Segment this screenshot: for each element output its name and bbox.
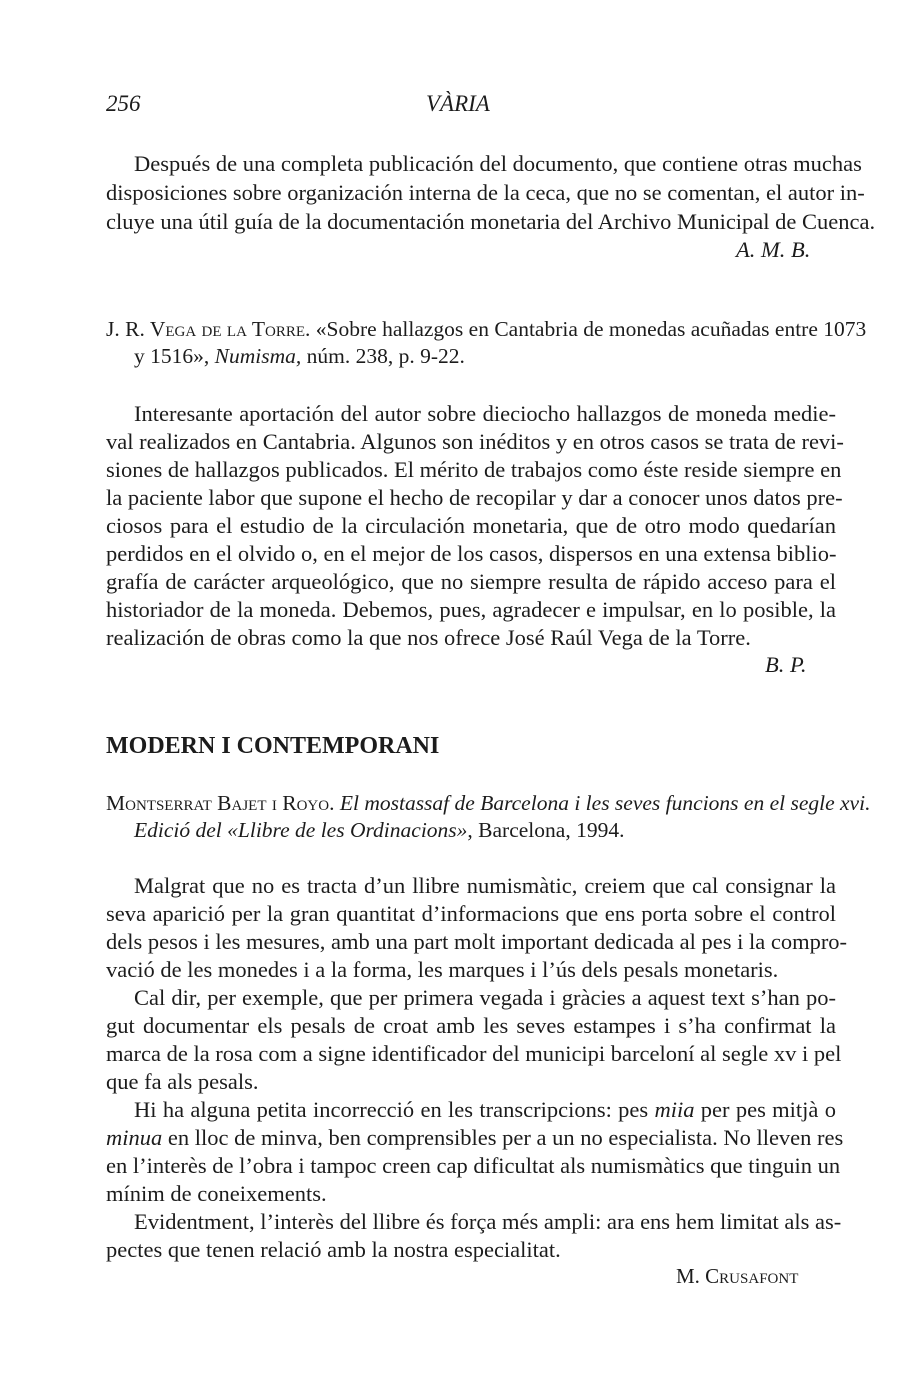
paragraph-line: siones de hallazgos publicados. El mérito de trabajos como éste reside siempre en [106, 457, 842, 482]
reference-title-end: Edició del «Llibre de les Ordinacions» [134, 818, 468, 842]
reference-journal: Numisma, [214, 344, 302, 368]
paragraph-line: que fa als pesals. [106, 1069, 259, 1094]
paragraph-line: vació de les monedes i a la forma, les marques i l’ús dels pesals monetaris. [106, 957, 779, 982]
paragraph-line: en l’interès de l’obra i tampoc creen cap dificultat als numismàtics que tinguin un [106, 1153, 841, 1178]
reference-details: núm. 238, p. 9-22. [301, 344, 465, 368]
page-number: 256 [106, 91, 141, 116]
reference-title: El mostassaf de Barcelona i les seves funcions en el segle xvi. [334, 791, 871, 815]
paragraph-line: grafía de carácter arqueológico, que no siempre resulta de rápido acceso para el [106, 569, 836, 594]
section-heading: MODERN I CONTEMPORANI [106, 733, 440, 759]
text-run: en lloc de minva, ben comprensibles per a un no especialista. No lleven res [162, 1125, 844, 1150]
paragraph-line [134, 1096, 836, 1124]
paragraph-line: mínim de coneixements. [106, 1181, 327, 1206]
paragraph-line: Cal dir, per exemple, que per primera vegada i gràcies a aquest text s’han po- [134, 985, 836, 1010]
reviewer-signature: M. Crusafont [676, 1264, 799, 1288]
paragraph-line: pectes que tenen relació amb la nostra especialitat. [106, 1237, 561, 1262]
paragraph-line: la paciente labor que supone el hecho de recopilar y dar a conocer unos datos pre- [106, 485, 843, 510]
text-run-italic: minua [106, 1125, 163, 1150]
text-run: per pes mitjà o [694, 1097, 836, 1122]
text-run: Hi ha alguna petita incorrecció en les transcripcions: pes [134, 1097, 655, 1122]
paragraph-line: historiador de la moneda. Debemos, pues, agradecer e impulsar, en lo posible, la [106, 597, 836, 622]
reference-author: J. R. Vega de la Torre. [106, 317, 311, 341]
paragraph-line: perdidos en el olvido o, en el mejor de los casos, dispersos en una extensa biblio- [106, 541, 837, 566]
running-title: VÀRIA [426, 91, 490, 116]
paragraph-line: seva aparició per la gran quantitat d’informacions que ens porta sobre el control [106, 901, 836, 926]
bibliographic-reference-cont [134, 342, 864, 370]
paragraph-line: disposiciones sobre organización interna de la ceca, que no se comentan, el autor in- [106, 180, 865, 205]
bibliographic-reference-cont [134, 816, 864, 844]
paragraph-line: marca de la rosa com a signe identificador del municipi barceloní al segle xv i pel [106, 1041, 842, 1066]
paragraph-line: cluye una útil guía de la documentación monetaria del Archivo Municipal de Cuenca. [106, 209, 876, 234]
reference-title-end: y 1516», [134, 344, 215, 368]
paragraph-line: Después de una completa publicación del documento, que contiene otras muchas [134, 151, 862, 176]
reference-details: , Barcelona, 1994. [467, 818, 625, 842]
bibliographic-reference [106, 789, 871, 817]
paragraph-line: dels pesos i les mesures, amb una part molt important dedicada al pes i la compro- [106, 929, 848, 954]
reviewer-signature: B. P. [765, 652, 807, 677]
reference-author: Montserrat Bajet i Royo. [106, 791, 335, 815]
reference-title: «Sobre hallazgos en Cantabria de monedas acuñadas entre 1073 [310, 317, 867, 341]
bibliographic-reference [106, 315, 867, 343]
paragraph-line: gut documentar els pesals de croat amb les seves estampes i s’ha confirmat la [106, 1013, 836, 1038]
paragraph-line [106, 1124, 844, 1152]
paragraph-line: Interesante aportación del autor sobre dieciocho hallazgos de moneda medie- [134, 401, 836, 426]
paragraph-line: val realizados en Cantabria. Algunos son inéditos y en otros casos se trata de revi- [106, 429, 844, 454]
text-run-italic: miia [654, 1097, 695, 1122]
paragraph-line: ciosos para el estudio de la circulación monetaria, que de otro modo quedarían [106, 513, 836, 538]
paragraph-line: realización de obras como la que nos ofrece José Raúl Vega de la Torre. [106, 625, 751, 650]
paragraph-line: Evidentment, l’interès del llibre és força més ampli: ara ens hem limitat als as- [134, 1209, 842, 1234]
paragraph-line: Malgrat que no es tracta d’un llibre numismàtic, creiem que cal consignar la [134, 873, 836, 898]
reviewer-signature: A. M. B. [736, 237, 811, 262]
